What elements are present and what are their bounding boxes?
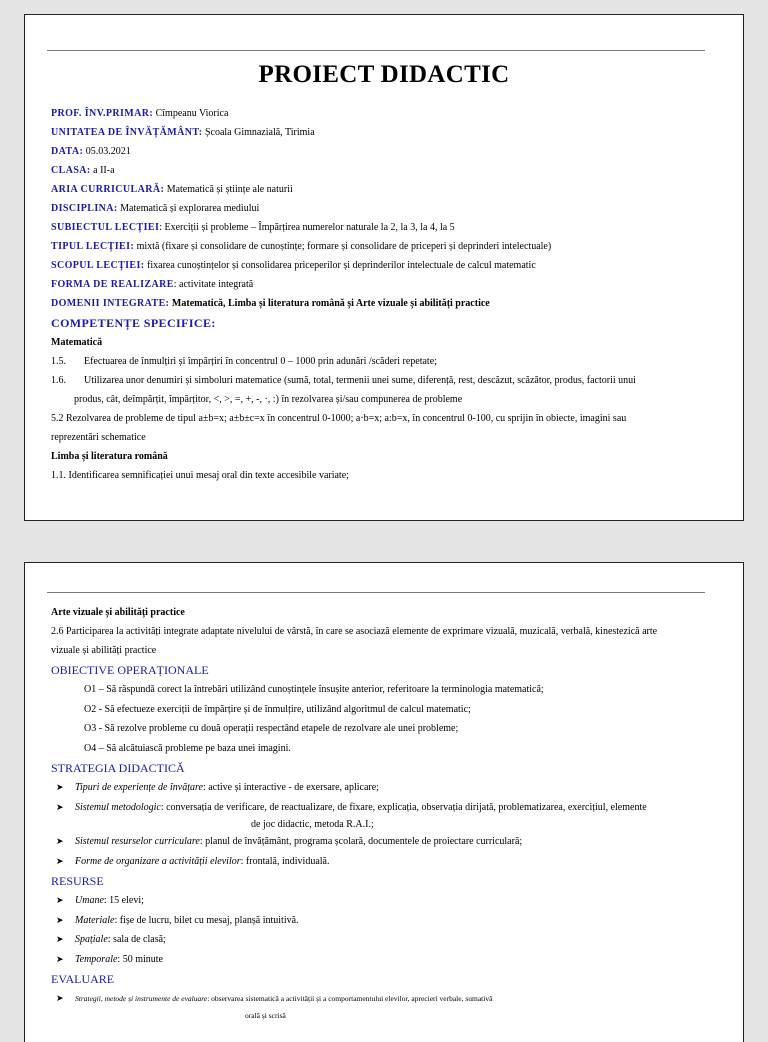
field-tipul: TIPUL LECȚIEI: mixtă (fixare și consolidare de cunoștințe; formare și consolidare de priceperi și deprinderi intelectuale): [51, 241, 552, 252]
heading-resurse: RESURSE: [51, 874, 104, 888]
competenta-5-2-cont: reprezentări schematice: [51, 432, 146, 443]
heading-evaluare: EVALUARE: [51, 972, 115, 986]
strategia-item: ➤ Tipuri de experiențe de învățare: active și interactive - de exersare, aplicare;: [51, 778, 729, 798]
resurse-item: ➤ Materiale: fișe de lucru, bilet cu mesaj, planșă intuitivă.: [51, 911, 729, 931]
competenta-1-1: 1.1. Identificarea semnificației unui mesaj oral din texte accesibile variate;: [51, 470, 349, 481]
arrow-bullet-icon: ➤: [56, 836, 64, 846]
field-subiect: SUBIECTUL LECȚIEI: Exerciții și probleme – Împărțirea numerelor naturale la 2, la 3, la 4, la 5: [51, 222, 455, 233]
strategia-item: ➤ Sistemul resurselor curriculare: planul de învățământ, programa școlară, documentele de proiectare curriculară;: [51, 832, 729, 852]
arrow-bullet-icon: ➤: [56, 934, 64, 944]
field-aria: ARIA CURRICULARĂ: Matematică și științe ale naturii: [51, 184, 293, 195]
field-scopul: SCOPUL LECȚIEI: fixarea cunoștințelor și consolidarea priceperilor și deprinderilor intelectuale de calcul matematic: [51, 260, 536, 271]
obiectiv-o3: O3 - Să rezolve probleme cu două operații respectând etapele de rezolvare ale unei probleme;: [84, 723, 459, 734]
page-2-content: [51, 603, 729, 1023]
heading-competente: COMPETENȚE SPECIFICE:: [51, 316, 216, 330]
arrow-bullet-icon: ➤: [56, 801, 64, 812]
arrow-bullet-icon: ➤: [56, 914, 64, 925]
arrow-bullet-icon: ➤: [56, 953, 64, 964]
page-1-content: [51, 104, 729, 485]
evaluare-item-cont: orală și scrisă: [245, 1010, 286, 1020]
document-page-1: [24, 14, 744, 521]
field-clasa: CLASA: a II-a: [51, 165, 115, 176]
resurse-item: ➤ Temporale: 50 minute: [51, 950, 729, 970]
strategia-item: ➤ Forme de organizare a activității elevilor: frontală, individuală.: [51, 852, 729, 872]
document-title: PROIECT DIDACTIC: [258, 61, 510, 88]
obiectiv-o1: O1 – Să răspundă corect la întrebări utilizând cunoștințele însușite anterior, referitoare la terminologia matematică;: [84, 684, 544, 695]
heading-matematica: Matematică: [51, 337, 103, 348]
competenta-1-6-cont: produs, cât, deîmpărțit, împărțitor, <, >, =, +, -, ·, :) în rezolvarea și/sau compunerea de probleme: [74, 394, 463, 405]
field-data: DATA: 05.03.2021: [51, 146, 131, 157]
competenta-1-5: 1.5. Efectuarea de înmulțiri și împărțiri în concentrul 0 – 1000 prin adunări /scăderi repetate;: [51, 356, 437, 367]
competenta-2-6-cont: vizuale și abilități practice: [51, 645, 157, 656]
strategia-item: ➤ Sistemul metodologic: conversația de verificare, de reactualizare, de fixare, explicația, observația dirijată, problematizarea, exercițiul, elemente: [51, 798, 729, 818]
field-prof: PROF. ÎNV.PRIMAR: Cîmpeanu Viorica: [51, 108, 229, 119]
field-unitate: UNITATEA DE ÎNVĂȚĂMÂNT: Școala Gimnazială, Tirimia: [51, 127, 315, 138]
top-rule: [47, 592, 705, 593]
field-domenii: DOMENII INTEGRATE: Matematică, Limba și literatura română și Arte vizuale și abilități practice: [51, 298, 490, 309]
resurse-item: ➤ Spațiale: sala de clasă;: [51, 930, 729, 950]
arrow-bullet-icon: ➤: [56, 895, 64, 905]
competenta-5-2: 5.2 Rezolvarea de probleme de tipul a±b=x; a±b±c=x în concentrul 0-1000; a·b=x; a:b=x, în concentrul 0-100, cu sprijin în obiecte, imagini sau: [51, 413, 627, 424]
heading-arte: Arte vizuale și abilități practice: [51, 607, 185, 618]
competenta-2-6: 2.6 Participarea la activități integrate adaptate nivelului de vârstă, în care se asociază elemente de exprimare vizuală, muzicală, verbală, kinestezică arte: [51, 626, 658, 637]
arrow-bullet-icon: ➤: [56, 855, 64, 866]
field-disciplina: DISCIPLINA: Matematică și explorarea mediului: [51, 203, 260, 214]
obiectiv-o4: O4 – Să alcătuiască probleme pe baza unei imagini.: [84, 742, 291, 754]
competenta-1-6: 1.6. Utilizarea unor denumiri și simboluri matematice (sumă, total, termenii unei sume, diferență, rest, descăzut, scăzător, produs, factorii unui: [51, 375, 636, 386]
arrow-bullet-icon: ➤: [56, 993, 64, 1003]
top-rule: [47, 50, 705, 51]
arrow-bullet-icon: ➤: [56, 782, 64, 792]
document-page-2: [24, 562, 744, 1042]
heading-strategia: STRATEGIA DIDACTICĂ: [51, 761, 185, 775]
obiectiv-o2: O2 - Să efectueze exerciții de împărțire și de înmulțire, utilizând algoritmul de calcul matematic;: [84, 703, 471, 715]
field-forma: FORMA DE REALIZARE: activitate integrată: [51, 279, 254, 290]
heading-limba: Limba și literatura română: [51, 451, 168, 462]
heading-obiective: OBIECTIVE OPERAȚIONALE: [51, 663, 209, 677]
strategia-item-cont: de joc didactic, metoda R.A.I.;: [251, 819, 374, 830]
resurse-item: ➤ Umane: 15 elevi;: [51, 891, 729, 911]
evaluare-item: ➤ Strategii, metode și instrumente de evaluare: observarea sistematică a activității și a comportamentului elevilor, aprecieri verbale, sumativă: [51, 989, 729, 1009]
